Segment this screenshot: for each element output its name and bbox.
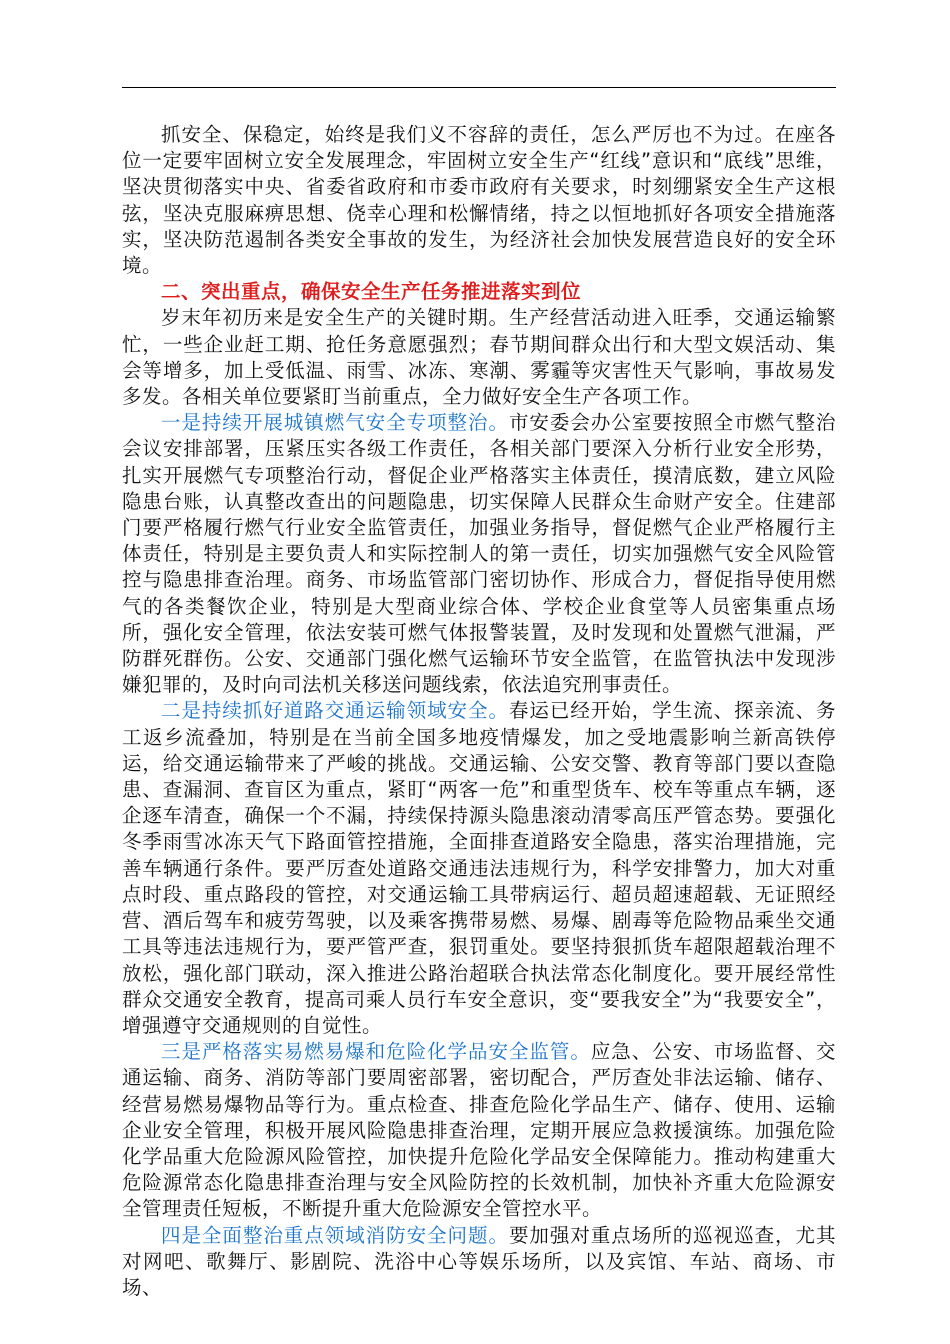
paragraph-text: 春运已经开始，学生流、探亲流、务工返乡流叠加，特别是在当前全国多地疫情爆发，加之受地震影响兰新高铁停运，给交通运输带来了严峻的挑战。交通运输、公安交警、教育等部门要以查隐患、查漏洞、查盲区为重点，紧盯“两客一危”和重型货车、校车等重点车辆，逐企逐车清查，确保一个不漏，持续保持源头隐患滚动清零高压严管态势。要强化冬季雨雪冰冻天气下路面管控措施，全面排查道路安全隐患，落实治理措施，完善车辆通行条件。要严厉查处道路交通违法违规行为，科学安排警力，加大对重点时段、重点路段的管控，对交通运输工具带病运行、超员超速超载、无证照经营、酒后驾车和疲劳驾驶，以及乘客携带易燃、易爆、剧毒等危险物品乘坐交通工具等违法违规行为，要严管严查，狠罚重处。要坚持狠抓货车超限超载治理不放松，强化部门联动，深入推进公路治超联合执法常态化制度化。要开展经常性群众交通安全教育，提高司乘人员行车安全意识，变“要我安全”为“我要安全”，增强遵守交通规则的自觉性。 [122,699,836,1037]
paragraph-lead: 三是严格落实易燃易爆和危险化学品安全监管。 [161,1040,591,1064]
paragraph-text: 岁末年初历来是安全生产的关键时期。生产经营活动进入旺季，交通运输繁忙，一些企业赶工期、抢任务意愿强烈；春节期间群众出行和大型文娱活动、集会等增多，加上受低温、雨雪、冰冻、寒潮、雾霾等灾害性天气影响，事故易发多发。各相关单位要紧盯当前重点，全力做好安全生产各项工作。 [122,306,836,409]
paragraph-text: 要加强对重点场所的巡视巡查，尤其对网吧、歌舞厅、影剧院、洗浴中心等娱乐场所，以及宾馆、车站、商场、市场、 [122,1223,836,1299]
paragraph-text: 抓安全、保稳定，始终是我们义不容辞的责任，怎么严厉也不为过。在座各位一定要牢固树立安全发展理念，牢固树立安全生产“红线”意识和“底线”思维，坚决贯彻落实中央、省委省政府和市委市政府有关要求，时刻绷紧安全生产这根弦，坚决克服麻痹思想、侥幸心理和松懈情绪，持之以恒地抓好各项安全措施落实，坚决防范遏制各类安全事故的发生，为经济社会加快发展营造良好的安全环境。 [122,123,836,278]
paragraph-road-traffic [122,698,836,1039]
document-body [122,122,836,1301]
paragraph-lead: 一是持续开展城镇燃气安全专项整治。 [161,411,509,435]
paragraph-lead: 二是持续抓好道路交通运输领域安全。 [161,699,509,723]
paragraph-fire-safety [122,1223,836,1302]
paragraph-text: 应急、公安、市场监督、交通运输、商务、消防等部门要周密部署，密切配合，严厉查处非法运输、储存、经营易燃易爆物品等行为。重点检查、排查危险化学品生产、储存、使用、运输企业安全管理，积极开展风险隐患排查治理，定期开展应急救援演练。加强危险化学品重大危险源风险管控，加快提升危险化学品安全保障能力。推动构建重大危险源常态化隐患排查治理与安全风险防控的长效机制，加快补齐重大危险源安全管理责任短板，不断提升重大危险源安全管控水平。 [122,1040,836,1221]
paragraph-lead: 四是全面整治重点领域消防安全问题。 [161,1223,509,1247]
header-rule [122,87,836,88]
paragraph-gas-safety [122,410,836,698]
paragraph-hazardous-chemicals [122,1039,836,1222]
paragraph-text: 市安委会办公室要按照全市燃气整治会议安排部署，压紧压实各级工作责任，各相关部门要深入分析行业安全形势，扎实开展燃气专项整治行动，督促企业严格落实主体责任，摸清底数，建立风险隐患台账，认真整改查出的问题隐患，切实保障人民群众生命财产安全。住建部门要严格履行燃气行业安全监管责任，加强业务指导，督促燃气企业严格履行主体责任，特别是主要负责人和实际控制人的第一责任，切实加强燃气安全风险管控与隐患排查治理。商务、市场监管部门密切协作、形成合力，督促指导使用燃气的各类餐饮企业，特别是大型商业综合体、学校企业食堂等人员密集重点场所，强化安全管理，依法安装可燃气体报警装置，及时发现和处置燃气泄漏，严防群死群伤。公安、交通部门强化燃气运输环节安全监管，在监管执法中发现涉嫌犯罪的，及时向司法机关移送问题线索，依法追究刑事责任。 [122,411,836,697]
section-heading: 二、突出重点，确保安全生产任务推进落实到位 [161,280,582,304]
paragraph-intro [122,122,836,279]
paragraph-overview [122,305,836,410]
